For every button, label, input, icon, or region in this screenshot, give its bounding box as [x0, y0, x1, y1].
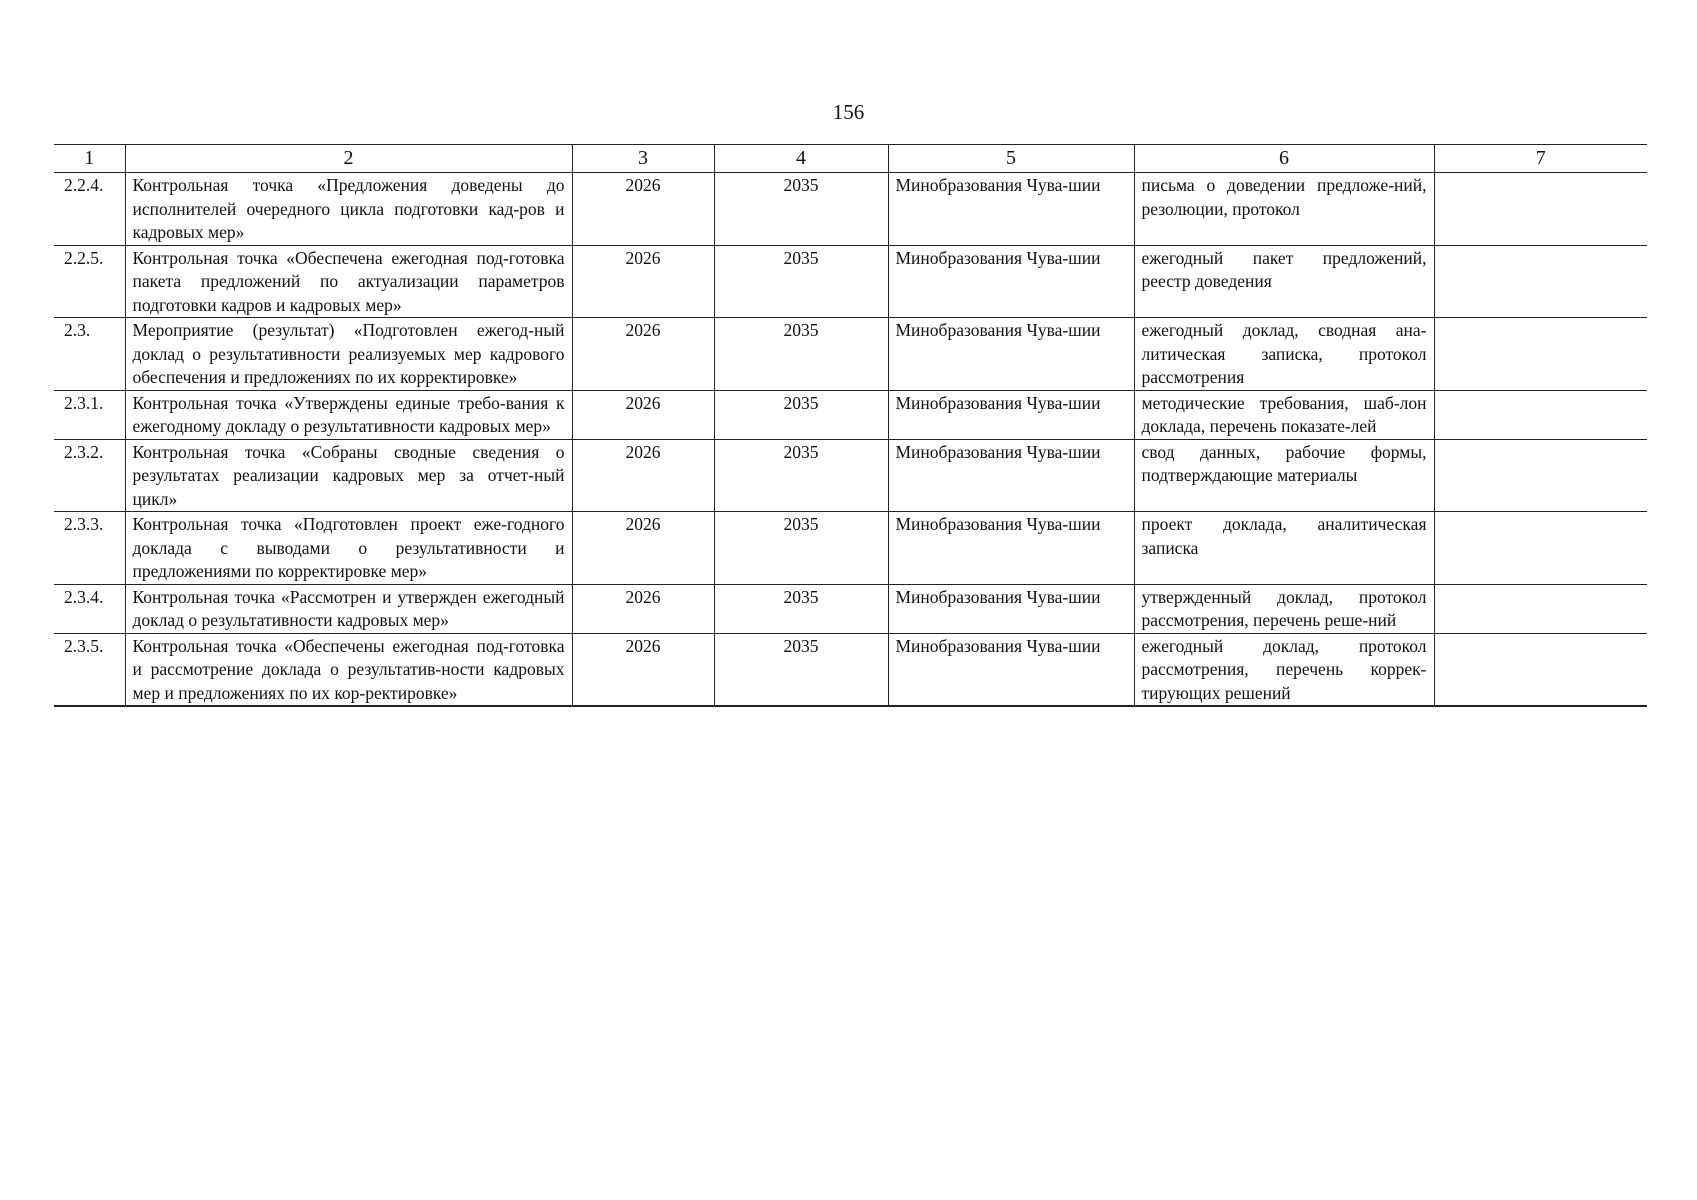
column-header-5: 5 [888, 145, 1134, 173]
row-end-year: 2035 [714, 584, 888, 633]
row-name: Контрольная точка «Утверждены единые требо-вания к ежегодному докладу о результативности кадровых мер» [125, 390, 572, 439]
row-start-year: 2026 [572, 584, 714, 633]
row-end-year: 2035 [714, 633, 888, 706]
column-header-6: 6 [1134, 145, 1434, 173]
row-note [1434, 390, 1647, 439]
row-responsible: Минобразования Чува-шии [888, 633, 1134, 706]
row-note [1434, 633, 1647, 706]
row-start-year: 2026 [572, 390, 714, 439]
column-header-4: 4 [714, 145, 888, 173]
row-number: 2.3. [54, 318, 125, 391]
row-number: 2.3.4. [54, 584, 125, 633]
row-note [1434, 173, 1647, 246]
row-start-year: 2026 [572, 245, 714, 318]
row-result: ежегодный доклад, сводная ана-литическая записка, протокол рассмотрения [1134, 318, 1434, 391]
row-name: Контрольная точка «Собраны сводные сведения о результатах реализации кадровых мер за отчет-ный цикл» [125, 439, 572, 512]
row-end-year: 2035 [714, 245, 888, 318]
column-header-3: 3 [572, 145, 714, 173]
row-start-year: 2026 [572, 318, 714, 391]
row-number: 2.2.4. [54, 173, 125, 246]
row-start-year: 2026 [572, 439, 714, 512]
row-name: Контрольная точка «Рассмотрен и утвержден ежегодный доклад о результативности кадровых мер» [125, 584, 572, 633]
row-number: 2.3.2. [54, 439, 125, 512]
table-row [54, 390, 1647, 439]
row-name: Контрольная точка «Обеспечены ежегодная под-готовка и рассмотрение доклада о результатив-ности кадровых мер и предложениях по их кор-ректировке» [125, 633, 572, 706]
row-number: 2.3.5. [54, 633, 125, 706]
table-row [54, 439, 1647, 512]
page-number: 156 [832, 100, 865, 124]
row-result: ежегодный пакет предложений, реестр доведения [1134, 245, 1434, 318]
row-start-year: 2026 [572, 173, 714, 246]
row-result: свод данных, рабочие формы, подтверждающие материалы [1134, 439, 1434, 512]
row-result: утвержденный доклад, протокол рассмотрения, перечень реше-ний [1134, 584, 1434, 633]
row-note [1434, 318, 1647, 391]
row-number: 2.3.1. [54, 390, 125, 439]
table-row [54, 173, 1647, 246]
row-responsible: Минобразования Чува-шии [888, 584, 1134, 633]
row-result: проект доклада, аналитическая записка [1134, 512, 1434, 585]
row-responsible: Минобразования Чува-шии [888, 173, 1134, 246]
row-responsible: Минобразования Чува-шии [888, 245, 1134, 318]
row-end-year: 2035 [714, 390, 888, 439]
row-number: 2.2.5. [54, 245, 125, 318]
row-end-year: 2035 [714, 173, 888, 246]
column-header-1: 1 [54, 145, 125, 173]
row-start-year: 2026 [572, 633, 714, 706]
row-responsible: Минобразования Чува-шии [888, 512, 1134, 585]
row-end-year: 2035 [714, 318, 888, 391]
table-row [54, 512, 1647, 585]
row-name: Контрольная точка «Предложения доведены до исполнителей очередного цикла подготовки кад-ров и кадровых мер» [125, 173, 572, 246]
column-header-7: 7 [1434, 145, 1647, 173]
row-number: 2.3.3. [54, 512, 125, 585]
table-row [54, 245, 1647, 318]
row-responsible: Минобразования Чува-шии [888, 318, 1134, 391]
row-result: методические требования, шаб-лон доклада, перечень показате-лей [1134, 390, 1434, 439]
row-responsible: Минобразования Чува-шии [888, 390, 1134, 439]
table-row [54, 584, 1647, 633]
row-name: Мероприятие (результат) «Подготовлен ежегод-ный доклад о результативности реализуемых мер кадрового обеспечения и предложениях по их корректировке» [125, 318, 572, 391]
row-name: Контрольная точка «Подготовлен проект еже-годного доклада с выводами о результативности и предложениями по корректировке мер» [125, 512, 572, 585]
row-note [1434, 439, 1647, 512]
row-start-year: 2026 [572, 512, 714, 585]
row-note [1434, 245, 1647, 318]
header-row [54, 145, 1647, 173]
row-name: Контрольная точка «Обеспечена ежегодная под-готовка пакета предложений по актуализации параметров подготовки кадров и кадровых мер» [125, 245, 572, 318]
table-row [54, 318, 1647, 391]
row-note [1434, 512, 1647, 585]
table-row [54, 633, 1647, 706]
column-header-2: 2 [125, 145, 572, 173]
row-responsible: Минобразования Чува-шии [888, 439, 1134, 512]
row-end-year: 2035 [714, 512, 888, 585]
row-note [1434, 584, 1647, 633]
measures-table [54, 144, 1647, 707]
row-result: письма о доведении предложе-ний, резолюции, протокол [1134, 173, 1434, 246]
row-result: ежегодный доклад, протокол рассмотрения, перечень коррек-тирующих решений [1134, 633, 1434, 706]
row-end-year: 2035 [714, 439, 888, 512]
